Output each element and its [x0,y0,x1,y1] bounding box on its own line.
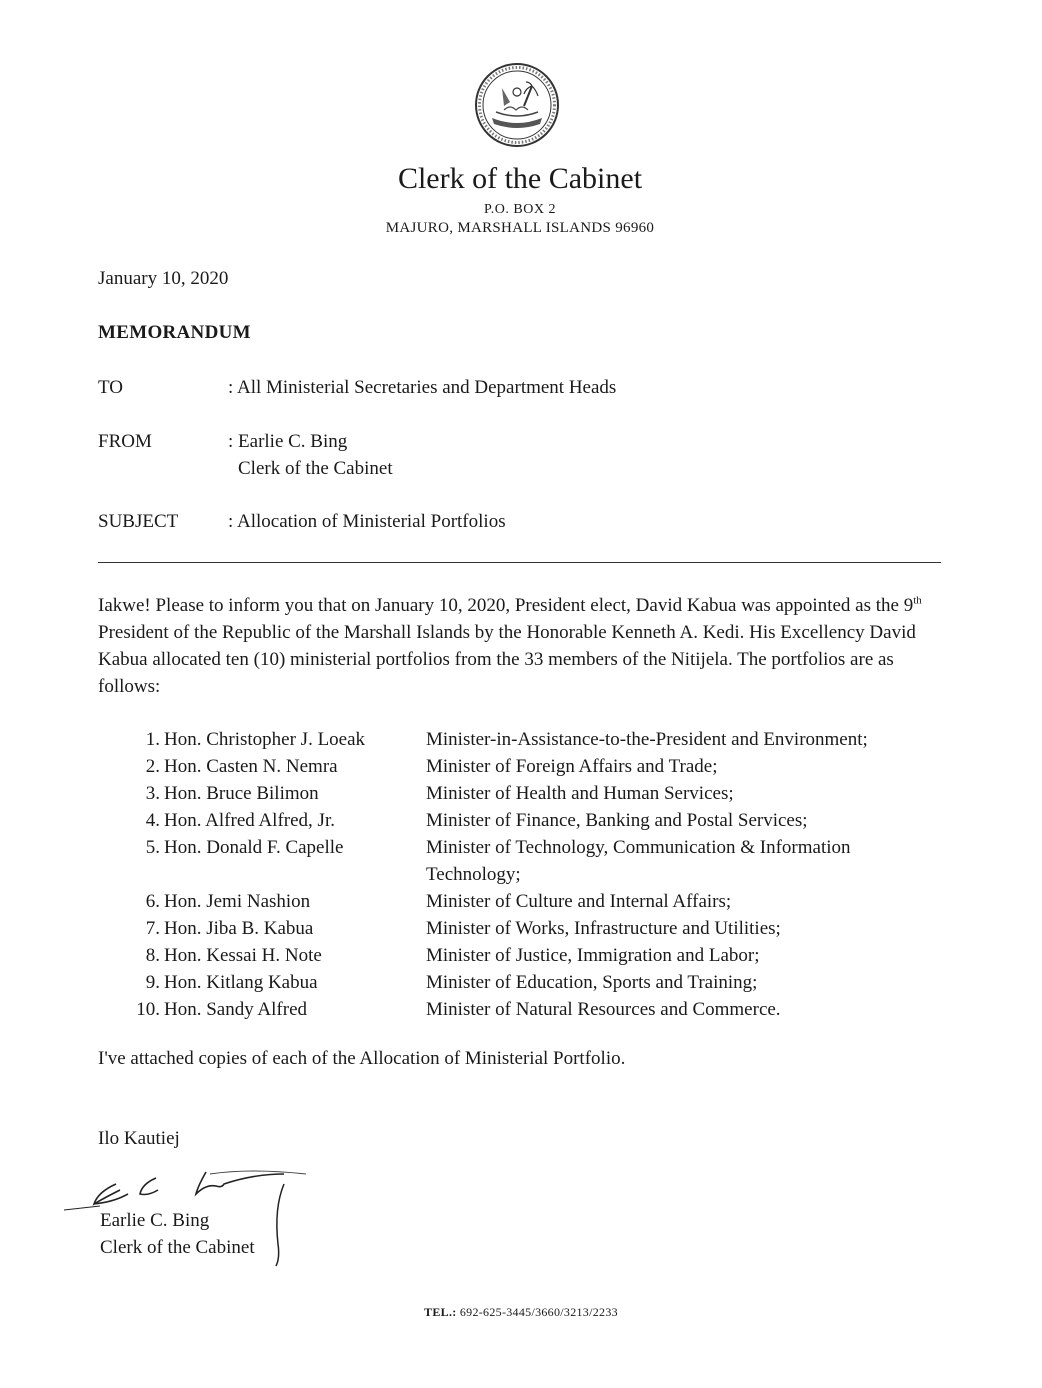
portfolio-item [120,969,960,996]
portfolio-minister-name: Hon. Christopher J. Loeak [164,729,366,750]
portfolio-item [120,780,960,807]
portfolio-number: 1. [145,729,160,750]
portfolio-role: Minister of Culture and Internal Affairs; [426,891,732,912]
signature-title: Clerk of the Cabinet [100,1237,255,1258]
tel-number: 692-625-3445/3660/3213/2233 [456,1305,618,1319]
portfolio-role: Minister of Finance, Banking and Postal Services; [426,810,808,831]
to-value: : All Ministerial Secretaries and Department Heads [228,377,617,398]
portfolio-minister-name: Hon. Jiba B. Kabua [164,918,314,939]
from-value-title: Clerk of the Cabinet [238,458,393,479]
portfolio-item [120,834,960,888]
attached-note: I've attached copies of each of the Allocation of Ministerial Portfolio. [98,1048,626,1069]
portfolio-minister-name: Hon. Jemi Nashion [164,891,311,912]
portfolio-minister-name: Hon. Donald F. Capelle [164,837,344,858]
body-superscript: th [913,594,922,607]
portfolio-role: Minister of Natural Resources and Commerce. [426,999,781,1020]
portfolio-role: Minister of Technology, Communication & Information Technology; [426,837,851,885]
portfolio-minister-name: Hon. Kessai H. Note [164,945,322,966]
portfolio-minister-name: Hon. Casten N. Nemra [164,756,338,777]
portfolio-number: 6. [145,891,160,912]
government-seal-icon [474,62,560,148]
body-text-2: President of the Republic of the Marshall Islands by the Honorable Kenneth A. Kedi. His Excellency David Kabua allocated ten (10) ministerial portfolios from the 33 members of the Nitijela. The portfolios are as follows: [98,622,916,697]
body-text-1: Iakwe! Please to inform you that on January 10, 2020, President elect, David Kabua was appointed as the 9 [98,595,914,616]
portfolio-minister-name: Hon. Bruce Bilimon [164,783,319,804]
to-label: TO [98,377,123,398]
header-divider [98,562,941,563]
portfolio-minister-name: Hon. Kitlang Kabua [164,972,318,993]
letterhead-po-box: P.O. BOX 2 [484,202,556,217]
portfolio-number: 10. [136,999,160,1020]
portfolio-number: 4. [145,810,160,831]
portfolio-number: 8. [145,945,160,966]
portfolio-number: 3. [145,783,160,804]
footer-telephone [0,1305,1042,1320]
portfolio-role: Minister of Works, Infrastructure and Utilities; [426,918,781,939]
portfolio-number: 5. [145,837,160,858]
portfolio-item [120,942,960,969]
portfolio-role: Minister of Foreign Affairs and Trade; [426,756,718,777]
portfolio-number: 2. [145,756,160,777]
memo-heading: MEMORANDUM [98,322,251,343]
portfolio-role: Minister of Education, Sports and Training; [426,972,758,993]
tel-label: TEL.: [424,1305,457,1319]
portfolio-role: Minister of Health and Human Services; [426,783,734,804]
portfolio-minister-name: Hon. Sandy Alfred [164,999,308,1020]
memo-date: January 10, 2020 [98,268,229,289]
portfolio-item [120,753,960,780]
portfolio-item [120,807,960,834]
from-value: : Earlie C. Bing [228,431,348,452]
portfolio-number: 9. [145,972,160,993]
closing-salutation: Ilo Kautiej [98,1128,180,1149]
portfolio-list [120,726,960,1023]
memo-body [98,592,948,700]
subject-value: : Allocation of Ministerial Portfolios [228,511,506,532]
subject-label: SUBJECT [98,511,179,532]
portfolio-number: 7. [145,918,160,939]
portfolio-item [120,915,960,942]
letterhead-city: MAJURO, MARSHALL ISLANDS 96960 [385,220,655,236]
from-label: FROM [98,431,152,452]
signature-name: Earlie C. Bing [100,1210,210,1231]
portfolio-item [120,726,960,753]
portfolio-role: Minister-in-Assistance-to-the-President and Environment; [426,729,868,750]
portfolio-item [120,888,960,915]
letterhead-org-name: Clerk of the Cabinet [397,162,643,195]
portfolio-minister-name: Hon. Alfred Alfred, Jr. [164,810,335,831]
portfolio-item [120,996,960,1023]
portfolio-role: Minister of Justice, Immigration and Labor; [426,945,760,966]
